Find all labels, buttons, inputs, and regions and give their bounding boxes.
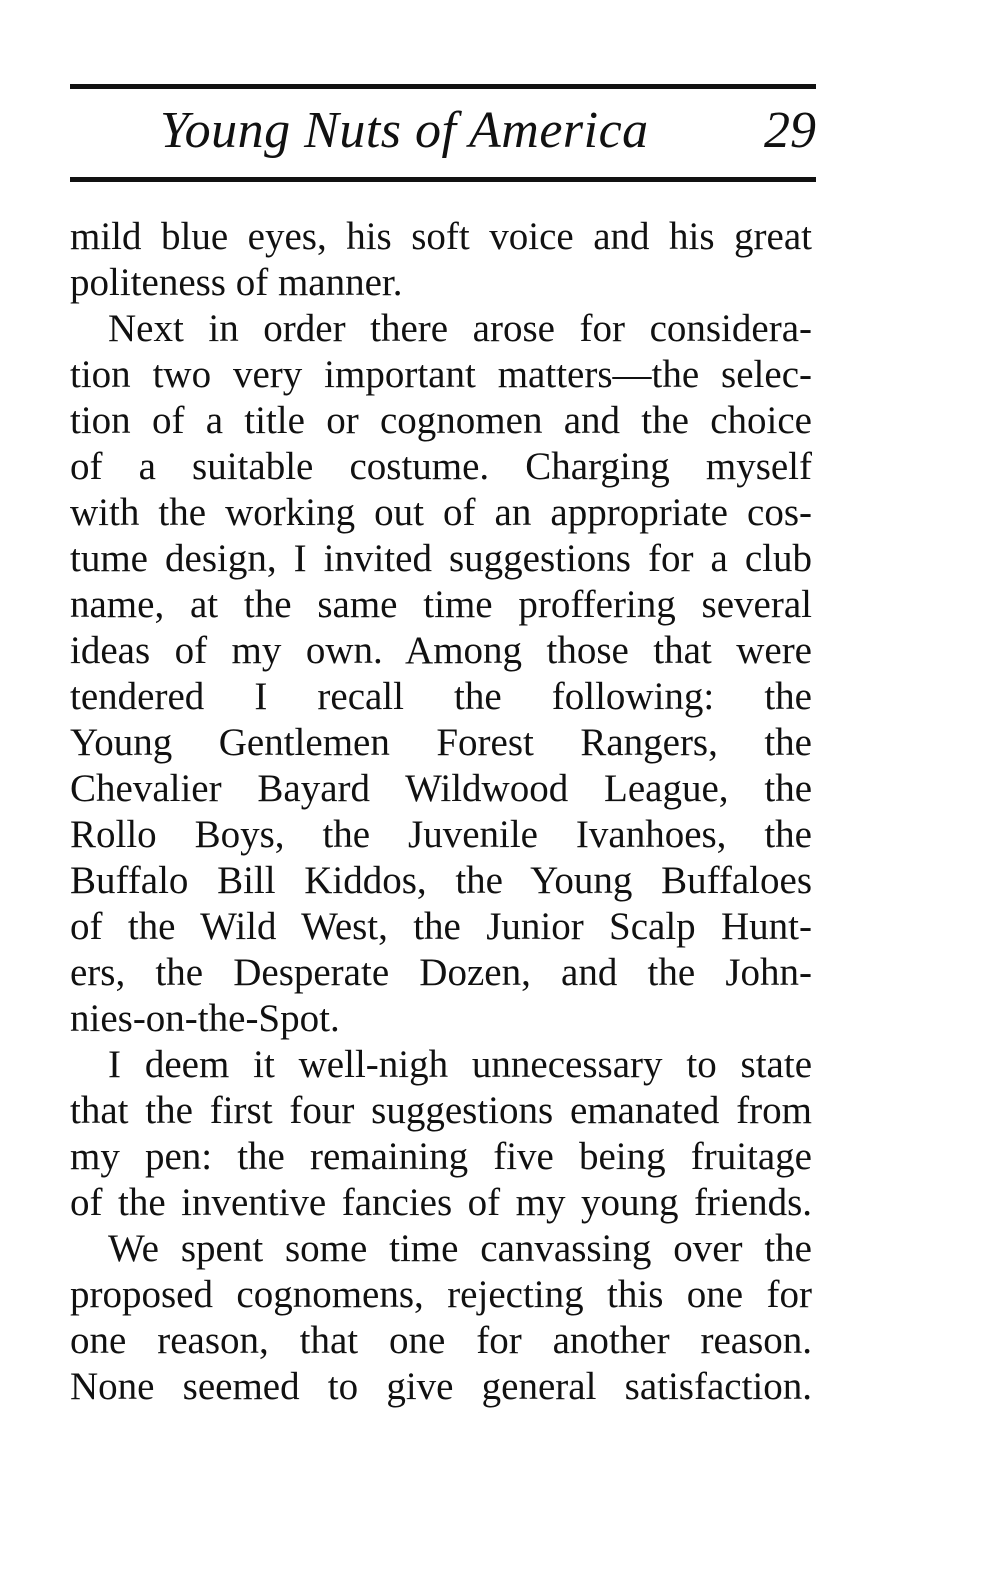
text-line: Chevalier Bayard Wildwood League, the (70, 767, 812, 810)
text-line: politeness of manner. (70, 261, 403, 304)
running-head (70, 96, 816, 172)
paragraph (70, 1226, 812, 1410)
text-line: that the first four suggestions emanated from (70, 1089, 812, 1132)
text-line: Rollo Boys, the Juvenile Ivanhoes, the (70, 813, 812, 856)
text-line: None seemed to give general satisfaction. (70, 1365, 812, 1408)
text-line: tendered I recall the following: the (70, 675, 812, 718)
text-line: with the working out of an appropriate cos- (70, 491, 812, 534)
text-line: of the Wild West, the Junior Scalp Hunt- (70, 905, 812, 948)
text-line: We spent some time canvassing over the (108, 1227, 812, 1270)
body-text (70, 214, 812, 1410)
text-line: name, at the same time proffering several (70, 583, 812, 626)
header-top-rule (70, 84, 816, 89)
text-line: I deem it well-nigh unnecessary to state (108, 1043, 812, 1086)
text-line: tion of a title or cognomen and the choice (70, 399, 812, 442)
running-title: Young Nuts of America (160, 102, 649, 159)
text-line: of a suitable costume. Charging myself (70, 445, 812, 488)
text-line: one reason, that one for another reason. (70, 1319, 812, 1362)
text-line: nies-on-the-Spot. (70, 997, 340, 1040)
paragraph (70, 214, 812, 306)
text-line: proposed cognomens, rejecting this one for (70, 1273, 812, 1316)
text-line: of the inventive fancies of my young friends. (70, 1181, 812, 1224)
page-number: 29 (764, 102, 816, 159)
text-line: my pen: the remaining five being fruitage (70, 1135, 812, 1178)
text-line: Young Gentlemen Forest Rangers, the (70, 721, 812, 764)
text-line: mild blue eyes, his soft voice and his great (70, 215, 812, 258)
header-bottom-rule (70, 177, 816, 182)
text-line: tion two very important matters—the selec- (70, 353, 812, 396)
text-line: tume design, I invited suggestions for a club (70, 537, 812, 580)
paragraph (70, 306, 812, 1042)
paragraph (70, 1042, 812, 1226)
text-line: Next in order there arose for considera- (108, 307, 812, 350)
text-line: ers, the Desperate Dozen, and the John- (70, 951, 812, 994)
text-line: ideas of my own. Among those that were (70, 629, 812, 672)
text-line: Buffalo Bill Kiddos, the Young Buffaloes (70, 859, 812, 902)
